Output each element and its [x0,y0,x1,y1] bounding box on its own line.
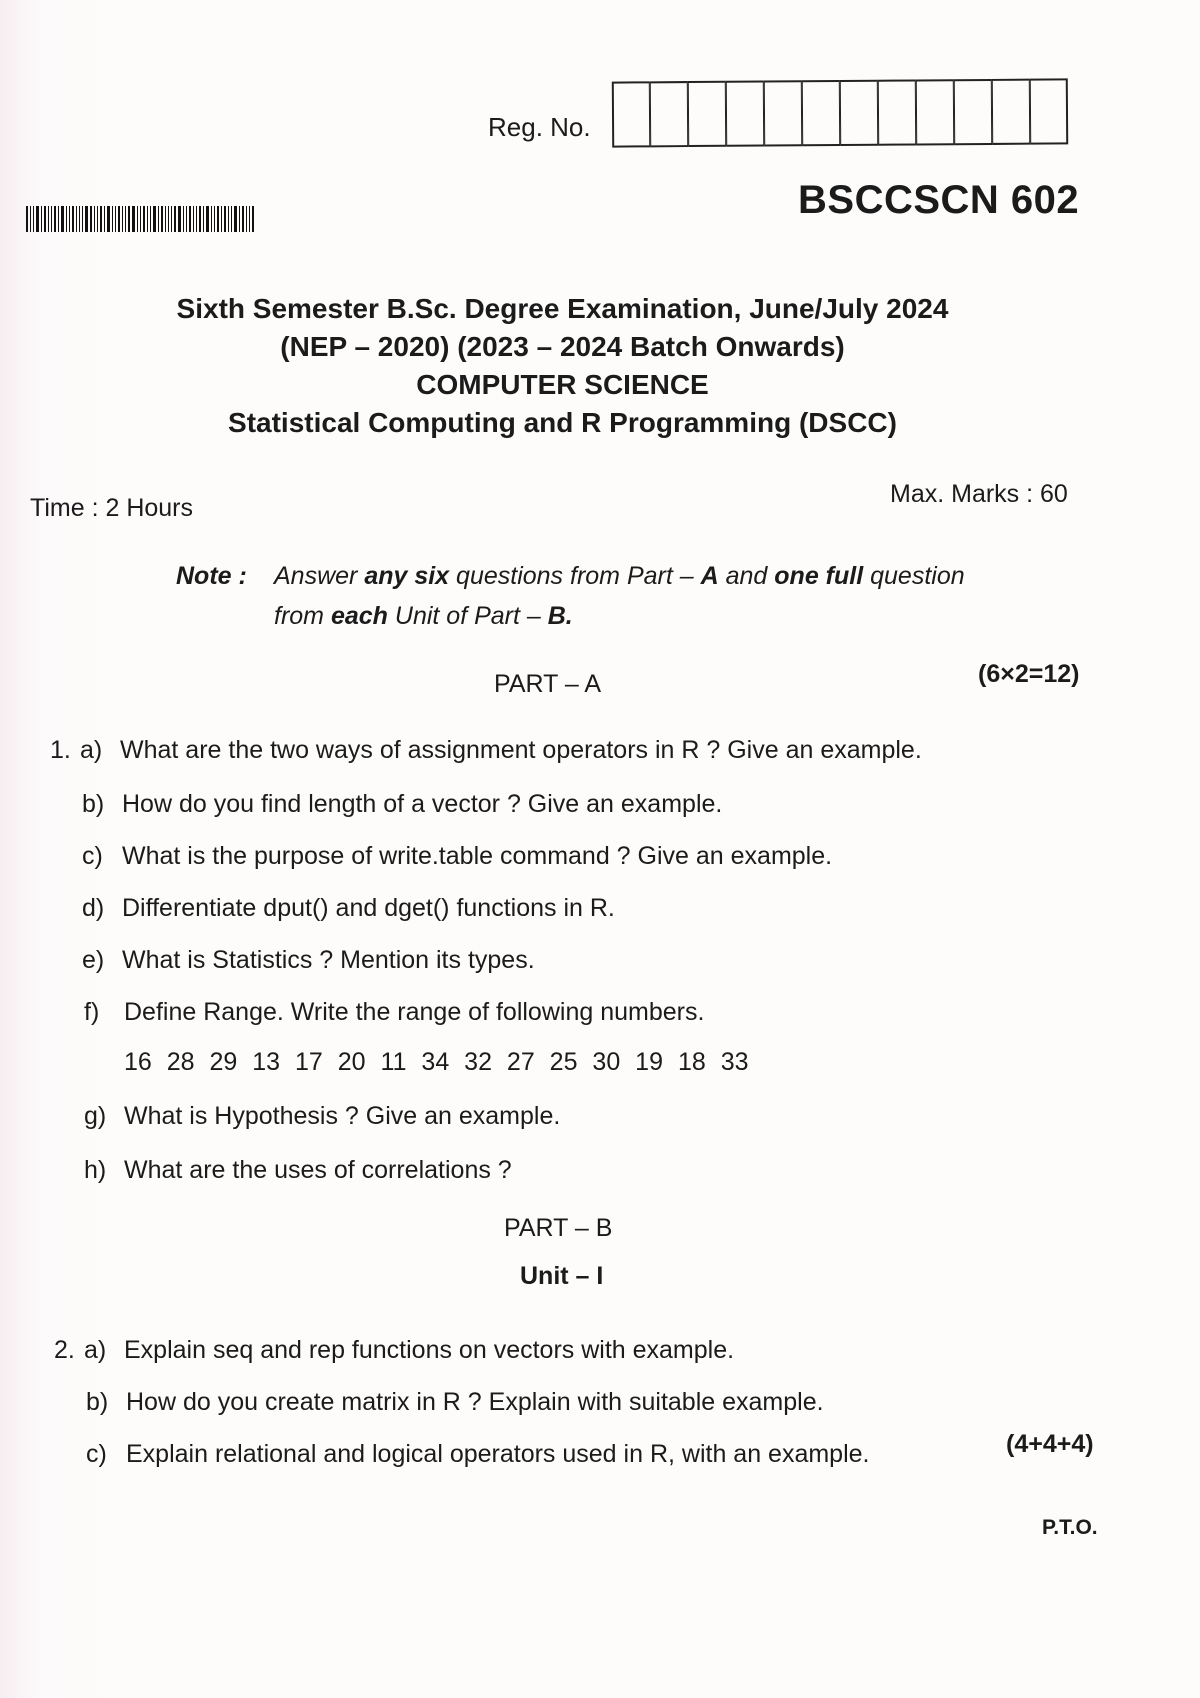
exam-subject: COMPUTER SCIENCE [416,369,709,400]
exam-title: Sixth Semester B.Sc. Degree Examination, June/July 2024 [176,293,949,324]
please-turn-over: P.T.O. [1042,1516,1098,1539]
note-text [274,556,1064,636]
question-1b [82,790,722,819]
sub-question-text: What is Hypothesis ? Give an example. [124,1102,561,1130]
exam-duration: Time : 2 Hours [30,494,194,522]
note-text-part: Answer [274,562,365,590]
barcode-image [26,206,316,232]
sub-question-letter: f) [84,998,100,1026]
note-emphasis: any six [364,562,450,590]
sub-question-letter: g) [84,1102,107,1130]
reg-no-digit-box[interactable] [954,79,992,145]
note-text-part: questions from Part – [449,562,701,590]
sub-question-text: What are the two ways of assignment operators in R ? Give an example. [120,736,922,764]
exam-paper-name: Statistical Computing and R Programming (DSCC) [228,407,897,438]
note-emphasis: A [700,562,719,590]
sub-question-letter: a) [84,1336,107,1364]
question-1a [50,736,922,765]
sub-question-letter: a) [80,736,103,764]
question-1c [82,842,832,871]
reg-no-digit-box[interactable] [878,79,916,145]
reg-no-label: Reg. No. [488,112,591,142]
sub-question-letter: h) [84,1156,107,1184]
sub-question-text: What is the purpose of write.table command ? Give an example. [122,842,833,870]
reg-no-digit-box[interactable] [992,79,1030,145]
question-2a [54,1336,734,1365]
question-number: 2. [54,1336,75,1364]
question-2-marks: (4+4+4) [1006,1430,1094,1458]
instructions-note [176,556,1064,636]
sub-question-text: What is Statistics ? Mention its types. [122,946,535,974]
part-a-marks: (6×2=12) [978,660,1080,688]
sub-question-text: Define Range. Write the range of following numbers. [124,998,705,1026]
part-b-heading: PART – B [504,1214,613,1242]
reg-no-boxes[interactable] [612,78,1068,147]
reg-no-digit-box[interactable] [688,81,726,147]
sub-question-letter: b) [86,1388,109,1416]
question-1g [84,1102,560,1131]
reg-no-digit-box[interactable] [840,80,878,146]
note-text-part: from [274,602,331,630]
exam-scheme: (NEP – 2020) (2023 – 2024 Batch Onwards) [280,331,845,362]
sub-question-text: Explain seq and rep functions on vectors with example. [124,1336,735,1364]
question-1h [84,1156,512,1185]
reg-no-digit-box[interactable] [612,81,650,147]
paper-code: BSCCSCN 602 [798,178,1080,222]
range-number-list: 16 28 29 13 17 20 11 34 32 27 25 30 19 18 33 [124,1048,749,1076]
question-2b [86,1388,824,1417]
exam-title-block [0,290,1125,442]
question-1e [82,946,535,975]
reg-no-digit-box[interactable] [916,79,954,145]
note-label: Note : [176,562,247,590]
question-number: 1. [50,736,71,764]
reg-no-digit-box[interactable] [1030,78,1068,144]
part-a-heading: PART – A [494,670,602,698]
note-text-part: question [863,562,965,590]
max-marks: Max. Marks : 60 [890,480,1068,508]
question-1d [82,894,615,923]
note-emphasis: one full [774,562,864,590]
reg-no-digit-box[interactable] [650,81,688,147]
sub-question-letter: d) [82,894,105,922]
note-emphasis: each [330,602,388,630]
note-text-part: Unit of Part – [387,602,548,630]
sub-question-text: How do you create matrix in R ? Explain with suitable example. [126,1388,824,1416]
sub-question-text: What are the uses of correlations ? [124,1156,512,1184]
reg-no-digit-box[interactable] [764,80,802,146]
sub-question-letter: e) [82,946,105,974]
question-2c [86,1440,869,1469]
sub-question-text: Explain relational and logical operators used in R, with an example. [126,1440,870,1468]
sub-question-text: How do you find length of a vector ? Give an example. [122,790,723,818]
sub-question-text: Differentiate dput() and dget() functions in R. [122,894,615,922]
note-emphasis: B. [547,602,573,630]
sub-question-letter: c) [86,1440,107,1468]
reg-no-digit-box[interactable] [802,80,840,146]
question-1f [84,998,704,1027]
note-text-part: and [718,562,775,590]
unit-heading: Unit – I [520,1262,604,1290]
reg-no-digit-box[interactable] [726,81,764,147]
sub-question-letter: c) [82,842,103,870]
sub-question-letter: b) [82,790,105,818]
